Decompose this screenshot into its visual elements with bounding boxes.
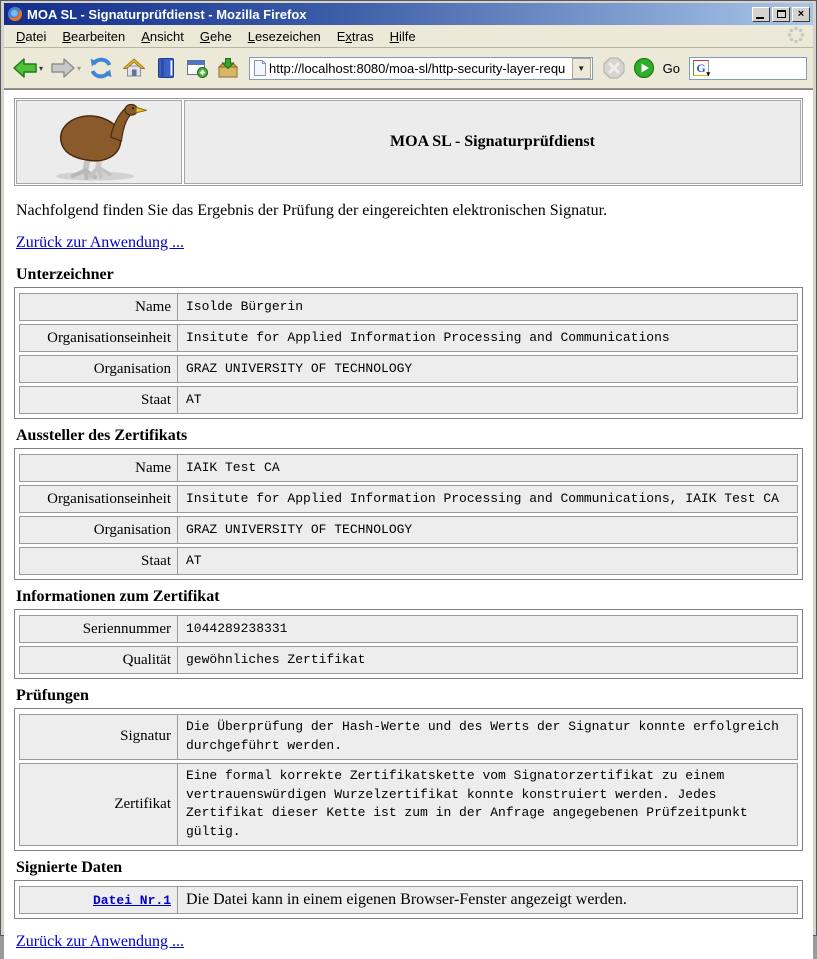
row-label: Qualität (20, 647, 178, 673)
row-value: IAIK Test CA (186, 459, 280, 475)
forward-dropdown-icon[interactable]: ▾ (77, 63, 82, 73)
url-bar (249, 57, 593, 80)
maximize-icon (777, 10, 786, 18)
table-pruefungen (14, 708, 803, 851)
search-dropdown-icon[interactable]: ▾ (706, 70, 710, 78)
table-row (19, 293, 798, 321)
downloads-button[interactable] (214, 54, 242, 82)
url-dropdown-button[interactable] (572, 58, 591, 79)
throbber-icon (787, 26, 805, 47)
logo-cell (16, 100, 182, 184)
row-label: Staat (20, 548, 178, 574)
page-header (14, 98, 803, 186)
row-label: Staat (20, 387, 178, 413)
row-value: AT (186, 391, 202, 407)
search-box[interactable] (689, 57, 807, 80)
row-value: Die Datei kann in einem eigenen Browser-Fenster angezeigt werden. (186, 891, 627, 909)
go-icon (633, 57, 655, 79)
window-title: MOA SL - Signaturprüfdienst - Mozilla Firefox (27, 6, 307, 22)
table-row (19, 324, 798, 352)
chevron-down-icon: ▼ (577, 63, 586, 73)
table-row (19, 386, 798, 414)
section-heading-pruefungen: Prüfungen (16, 687, 89, 704)
table-row (19, 485, 798, 513)
table-row (19, 714, 798, 760)
reload-icon (88, 55, 114, 81)
row-label: Organisationseinheit (20, 325, 178, 351)
minimize-icon (756, 17, 764, 19)
row-value: 1044289238331 (186, 620, 288, 636)
page-content (4, 89, 813, 959)
menu-bearbeiten[interactable]: Bearbeiten (62, 28, 126, 44)
row-value: AT (186, 552, 202, 568)
new-window-icon (185, 56, 209, 80)
back-dropdown-icon[interactable]: ▾ (39, 63, 44, 73)
stop-button (600, 54, 628, 82)
intro-text: Nachfolgend finden Sie das Ergebnis der Prüfung der eingereichten elektronischen Signatur. (16, 202, 608, 219)
row-label: Name (20, 294, 178, 320)
datei-nr1-link[interactable]: Datei Nr.1 (92, 892, 171, 908)
table-zertifikat-info (14, 609, 803, 679)
table-unterzeichner (14, 287, 803, 419)
section-heading-aussteller: Aussteller des Zertifikats (16, 427, 188, 444)
go-label[interactable]: Go (662, 60, 680, 76)
minimize-button[interactable] (752, 7, 770, 22)
row-label: Name (20, 455, 178, 481)
table-row (19, 547, 798, 575)
table-row (19, 886, 798, 914)
moa-bird-image (35, 102, 163, 182)
home-button[interactable] (119, 54, 149, 82)
page-icon (253, 60, 267, 76)
page-title: MOA SL - Signaturprüfdienst (184, 100, 801, 184)
forward-icon (50, 56, 76, 80)
bookmarks-button[interactable] (152, 54, 180, 82)
stop-icon (602, 56, 626, 80)
table-aussteller (14, 448, 803, 580)
close-icon: × (797, 8, 805, 20)
close-button[interactable] (792, 7, 810, 22)
row-value: Eine formal korrekte Zertifikatskette vom Signatorzertifikat zu einem vertrauenswürdigen Wurzelzertifikat konnte konstruiert werden. Jedes Zertifikat dieser Kette ist zum in der Anfrage angegebenen Prüfzeitpunkt gültig. (186, 767, 748, 840)
row-value: Insitute for Applied Information Processing and Communications, IAIK Test CA (186, 490, 779, 506)
row-label: Organisation (20, 356, 178, 382)
forward-button[interactable] (48, 54, 83, 82)
row-label: Zertifikat (20, 764, 178, 845)
menu-gehe[interactable]: Gehe (199, 28, 232, 44)
back-icon (12, 56, 38, 80)
menu-lesezeichen[interactable]: Lesezeichen (247, 28, 321, 44)
row-value: Insitute for Applied Information Processing and Communications (186, 329, 670, 345)
table-row (19, 646, 798, 674)
row-label: Organisation (20, 517, 178, 543)
table-row (19, 454, 798, 482)
menu-bar (4, 25, 813, 48)
menu-hilfe[interactable]: Hilfe (389, 28, 416, 44)
download-box-icon (216, 56, 240, 80)
new-window-button[interactable] (183, 54, 211, 82)
home-icon (121, 56, 147, 80)
table-row (19, 516, 798, 544)
title-bar (4, 3, 813, 25)
row-value: Die Überprüfung der Hash-Werte und des Werts der Signatur konnte erfolgreich durchgeführt werden. (186, 719, 779, 753)
go-button[interactable] (631, 55, 657, 81)
reload-button[interactable] (86, 53, 116, 83)
back-to-application-link-top[interactable]: Zurück zur Anwendung ... (16, 234, 184, 251)
menu-ansicht[interactable]: Ansicht (141, 28, 184, 44)
section-heading-unterzeichner: Unterzeichner (16, 266, 114, 283)
table-row (19, 763, 798, 846)
google-logo-icon[interactable]: G ▾ (693, 60, 709, 76)
table-row (19, 355, 798, 383)
back-to-application-link-bottom[interactable]: Zurück zur Anwendung ... (16, 933, 184, 951)
section-heading-signierte-daten: Signierte Daten (16, 859, 123, 877)
row-value: Isolde Bürgerin (186, 298, 304, 314)
row-label: Seriennummer (20, 616, 178, 642)
section-heading-zertifikat-info: Informationen zum Zertifikat (16, 588, 220, 605)
back-button[interactable] (10, 54, 45, 82)
menu-extras[interactable]: Extras (336, 28, 374, 44)
row-label (20, 887, 178, 913)
table-signierte-daten (14, 880, 803, 919)
table-row (19, 615, 798, 643)
menu-datei[interactable]: Datei (16, 28, 47, 44)
row-label: Organisationseinheit (20, 486, 178, 512)
maximize-button[interactable] (772, 7, 790, 22)
bookmark-book-icon (154, 56, 178, 80)
row-value: GRAZ UNIVERSITY OF TECHNOLOGY (186, 360, 413, 376)
search-input[interactable] (709, 60, 806, 76)
row-value: GRAZ UNIVERSITY OF TECHNOLOGY (186, 521, 413, 537)
row-value: gewöhnliches Zertifikat (186, 651, 366, 667)
firefox-icon (7, 6, 23, 22)
navigation-toolbar (4, 48, 813, 89)
url-input[interactable] (267, 61, 572, 76)
row-label: Signatur (20, 715, 178, 759)
